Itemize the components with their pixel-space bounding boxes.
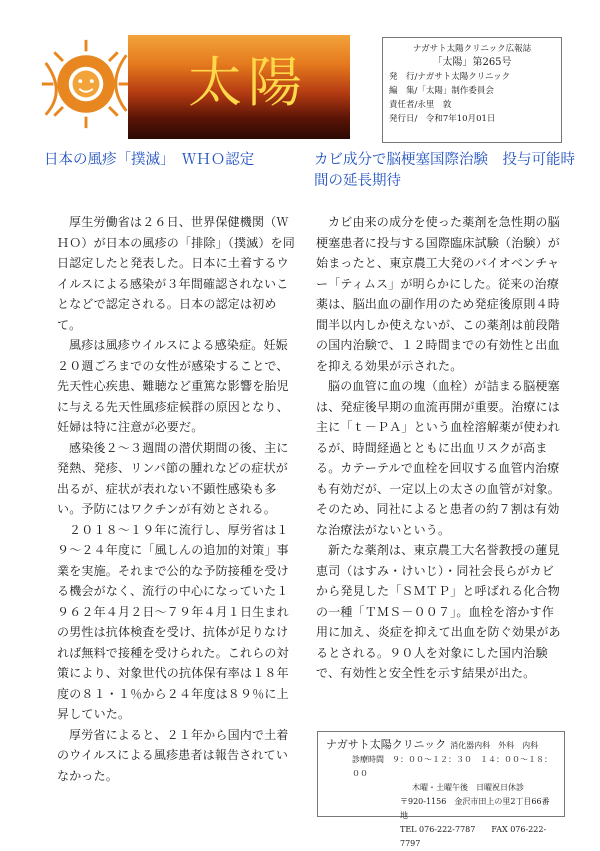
- clinic-closed-days: 木曜・土曜午後 日曜祝日休診: [412, 783, 524, 792]
- clinic-info-box: [317, 731, 565, 848]
- clinic-departments: 消化器内科 外科 内科: [450, 741, 539, 750]
- newsletter-title: 太陽: [188, 51, 308, 114]
- masthead-issue: 「太陽」第265号: [432, 57, 512, 68]
- left-article-headline: 日本の風疹「撲滅」 ＷＨＯ認定: [44, 152, 255, 168]
- left-paragraph: 厚生労働省は２６日、世界保健機関（ＷＨＯ）が日本の風疹の「排除」（撲滅）を同日認定したと発表した。日本に土着するウイルスによる感染が３年間確認されないことなどで認定される。日本の認定は初めて。: [57, 215, 296, 332]
- masthead-box: [382, 37, 562, 143]
- clinic-sun-logo: [38, 36, 134, 132]
- left-paragraph: ２０１８～１９年に流行し、厚労省は１９～２４年度に「風しんの追加的対策」事業を実施。それまで公的な予防接種を受ける機会がなく、流行の中心になっていた１９６２年４月２日～７９年４月１日生まれの男性は抗体検査を受け、抗体が足りなければ無料で接種を受けられた。これらの対策により、対象世代の抗体保有率は１８年度の８１・１％から２４年度は８９％に上昇していた。: [57, 522, 289, 721]
- right-paragraph: 脳の血管に血の塊（血栓）が詰まる脳梗塞は、発症後早期の血流再開が重要。治療には主に「ｔ－ＰＡ」という血栓溶解薬が使われるが、時間経過とともに出血リスクが高まる。カテーテルで血栓を回収する血管内治療も有効だが、一定以上の太さの血管が対象。そのため、同社によると患者の約７割は有効な治療法がないという。: [316, 379, 561, 537]
- clinic-hours: 診療時間 ９：００～１２：３０ １４：００～１８：００: [352, 755, 552, 778]
- left-paragraph: 風疹は風疹ウイルスによる感染症。妊娠２０週ごろまでの女性が感染することで、先天性心疾患、難聴など重篤な影響を胎児に与える先天性風疹症候群の原因となり、妊婦は特に注意が必要だ。: [57, 338, 289, 434]
- clinic-address: 〒920-1156 金沢市田上の里2丁目66番地: [400, 797, 550, 820]
- left-paragraph: 厚労省によると、２１年から国内で土着のウイルスによる風疹患者は報告されていなかった。: [57, 727, 289, 783]
- masthead-publisher: 発 行/ナガサト太陽クリニック: [389, 72, 511, 82]
- right-article-headline: カビ成分で脳梗塞国際治験 投与可能時間の延長期待: [314, 152, 575, 189]
- left-paragraph: 感染後２～３週間の潜伏期間の後、主に発熱、発疹、リンパ節の腫れなどの症状が出るが、症状が表れない不顕性感染も多い。予防にはワクチンが有効とされる。: [57, 440, 289, 516]
- clinic-phone-fax: TEL 076-222-7787 FAX 076-222-7797: [400, 825, 547, 848]
- right-paragraph: カビ由来の成分を使った薬剤を急性期の脳梗塞患者に投与する国際臨床試験（治験）が始まったと、東京農工大発のバイオベンチャー「ティムス」が明らかにした。従来の治療薬は、脳出血の副作用のため発症後原則４時間半以内しか使えないが、この薬剤は前段階の国内治験で、１２時間までの有効性と出血を抑える効果が示された。: [316, 215, 561, 373]
- masthead-publication: ナガサト太陽クリニック広報誌: [412, 44, 532, 54]
- left-article-body: [57, 212, 297, 786]
- masthead-responsible: 責任者/永里 敦: [389, 100, 452, 110]
- newsletter-banner: [128, 35, 350, 139]
- masthead-date: 発行日/ 令和7年10月01日: [389, 114, 496, 124]
- masthead-editor: 編 集/「太陽」制作委員会: [389, 86, 494, 96]
- right-paragraph: 新たな薬剤は、東京農工大名誉教授の蓮見恵司（はすみ・けいじ）・同社会長らがカビから発見した「ＳＭＴＰ」と呼ばれる化合物の一種「ＴＭＳ－００７」。血栓を溶かす作用に加え、炎症を抑えて出血を防ぐ効果があるとされる。９０人を対象にした国内治験で、有効性と安全性を示す結果が出た。: [316, 543, 561, 680]
- clinic-name: ナガサト太陽クリニック: [326, 738, 447, 751]
- right-article-body: [316, 212, 566, 684]
